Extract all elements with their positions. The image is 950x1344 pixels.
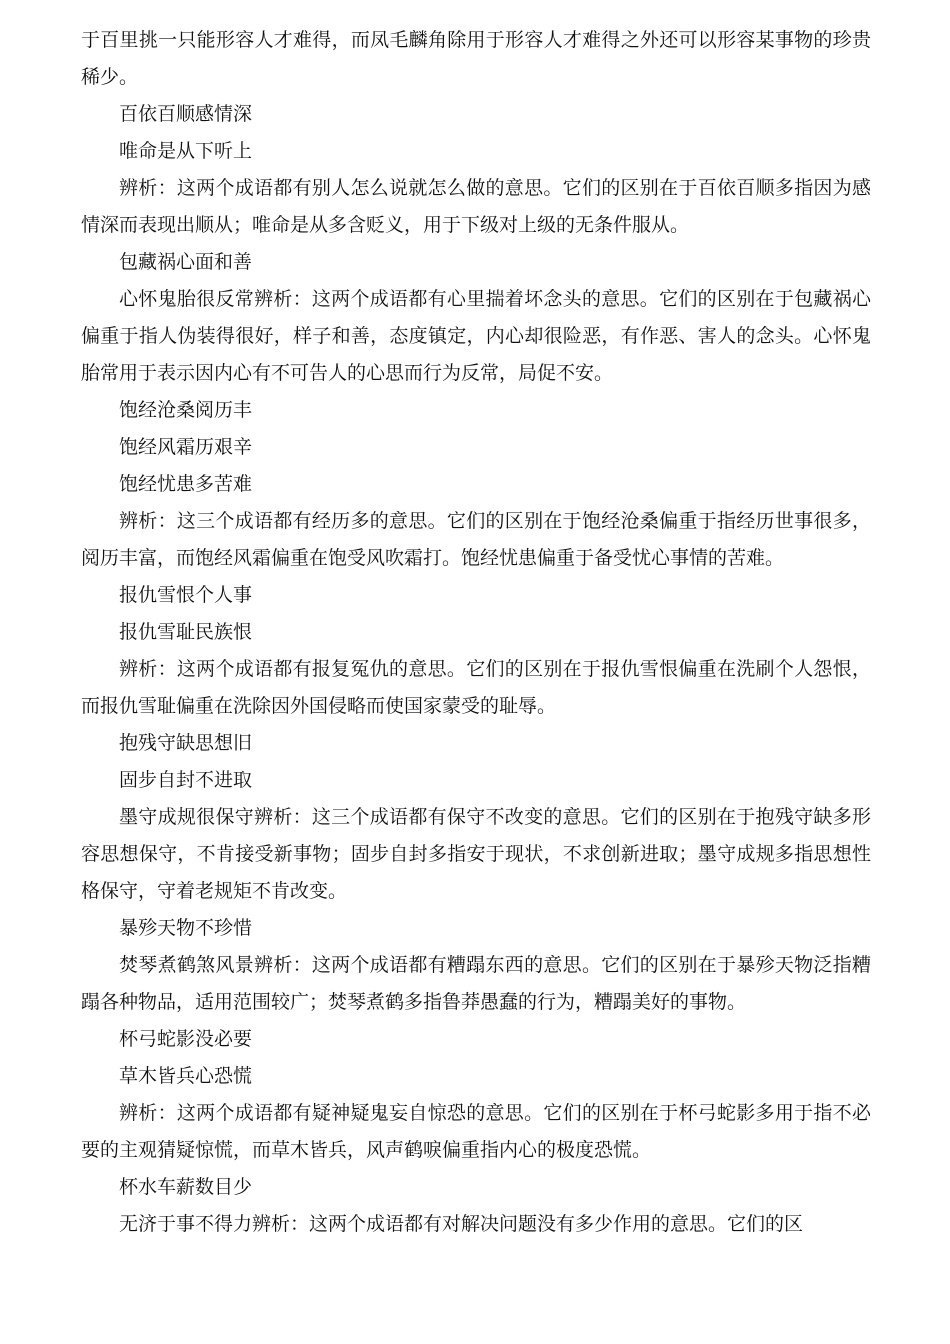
paragraph: 杯弓蛇影没必要 [119, 1028, 253, 1050]
paragraph: 报仇雪恨个人事 [119, 584, 253, 606]
paragraph: 草木皆兵心恐慌 [119, 1065, 253, 1087]
paragraph: 辨析：这两个成语都有别人怎么说就怎么做的意思。它们的区别在于百依百顺多指因为感情深而表现出顺从；唯命是从多含贬义，用于下级对上级的无条件服从。 [81, 177, 871, 236]
paragraph: 饱经沧桑阅历丰 [119, 399, 253, 421]
paragraph: 于百里挑一只能形容人才难得，而凤毛麟角除用于形容人才难得之外还可以形容某事物的珍贵稀少。 [81, 29, 871, 88]
paragraph: 唯命是从下听上 [119, 140, 253, 162]
paragraph: 无济于事不得力辨析：这两个成语都有对解决问题没有多少作用的意思。它们的区 [119, 1213, 804, 1235]
paragraph: 焚琴煮鹤煞风景辨析：这两个成语都有糟蹋东西的意思。它们的区别在于暴殄天物泛指糟蹋各种物品，适用范围较广；焚琴煮鹤多指鲁莽愚蠢的行为，糟蹋美好的事物。 [81, 954, 871, 1013]
paragraph: 辨析：这三个成语都有经历多的意思。它们的区别在于饱经沧桑偏重于指经历世事很多，阅历丰富，而饱经风霜偏重在饱受风吹霜打。饱经忧患偏重于备受忧心事情的苦难。 [81, 510, 871, 569]
paragraph: 墨守成规很保守辨析：这三个成语都有保守不改变的意思。它们的区别在于抱残守缺多形容思想保守，不肯接受新事物；固步自封多指安于现状，不求创新进取；墨守成规多指思想性格保守，守着老规矩不肯改变。 [81, 806, 871, 902]
paragraph: 百依百顺感情深 [119, 103, 253, 125]
paragraph: 辨析：这两个成语都有报复冤仇的意思。它们的区别在于报仇雪恨偏重在洗刷个人怨恨，而报仇雪耻偏重在洗除因外国侵略而使国家蒙受的耻辱。 [81, 658, 871, 717]
paragraph: 杯水车薪数目少 [119, 1176, 253, 1198]
paragraph: 抱残守缺思想旧 [119, 732, 253, 754]
paragraph: 饱经忧患多苦难 [119, 473, 253, 495]
paragraph: 辨析：这两个成语都有疑神疑鬼妄自惊恐的意思。它们的区别在于杯弓蛇影多用于指不必要的主观猜疑惊慌，而草木皆兵，风声鹤唳偏重指内心的极度恐慌。 [81, 1102, 871, 1161]
paragraph: 包藏祸心面和善 [119, 251, 253, 273]
document-page [81, 22, 871, 1243]
paragraph: 饱经风霜历艰辛 [119, 436, 253, 458]
paragraph: 暴殄天物不珍惜 [119, 917, 253, 939]
paragraph: 心怀鬼胎很反常辨析：这两个成语都有心里揣着坏念头的意思。它们的区别在于包藏祸心偏重于指人伪装得很好，样子和善，态度镇定，内心却很险恶，有作恶、害人的念头。心怀鬼胎常用于表示因内心有不可告人的心思而行为反常，局促不安。 [81, 288, 871, 384]
paragraph: 报仇雪耻民族恨 [119, 621, 253, 643]
paragraph: 固步自封不进取 [119, 769, 253, 791]
